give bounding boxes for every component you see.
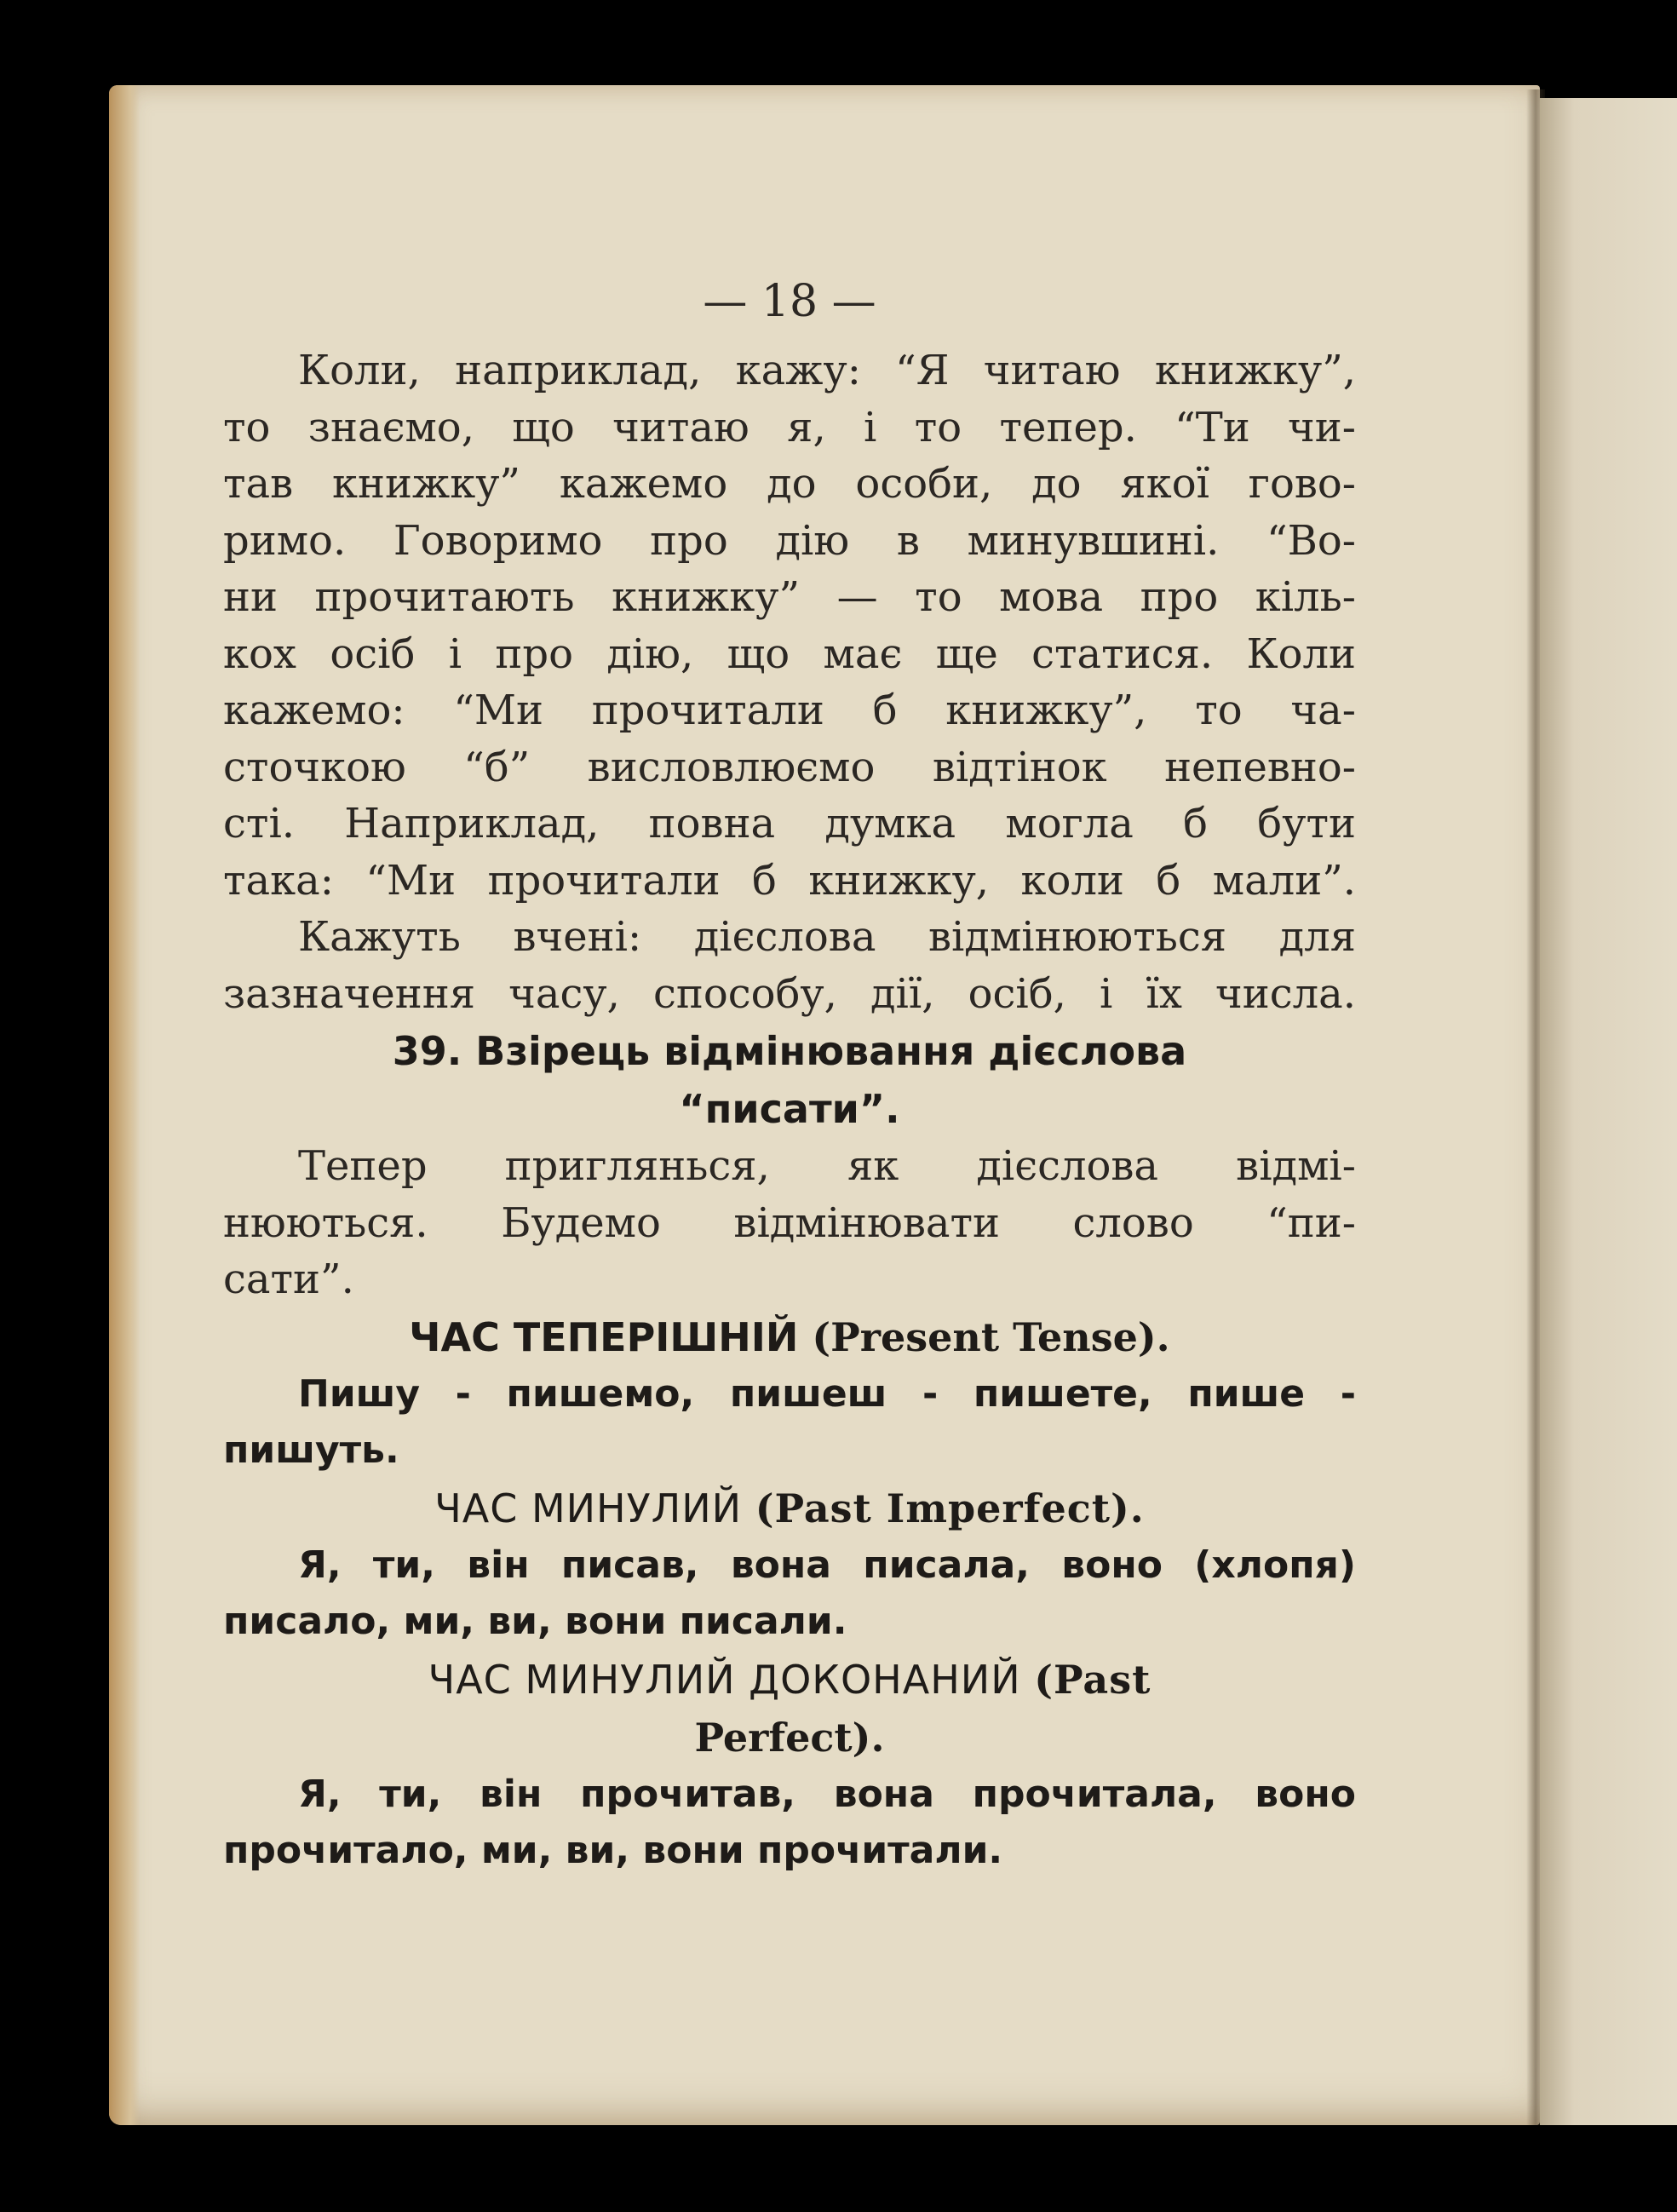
intro-paragraph	[223, 342, 1356, 909]
past-perfect-english-continued: Perfect).	[694, 1714, 885, 1761]
past-perfect-english: (Past	[1034, 1656, 1152, 1703]
past-tense-forms	[223, 1537, 1356, 1651]
text-line: Пишу - пишемо, пишеш - пишете, пише -	[298, 1371, 1356, 1416]
section-title: 39. Взірець відмінювання дієслова	[392, 1028, 1187, 1074]
past-perfect-heading	[223, 1651, 1356, 1709]
text-line: кох осіб і про дію, що має ще статися. Коли	[223, 629, 1356, 678]
present-tense-heading	[223, 1308, 1356, 1366]
text-line: Кажуть вчені: дієслова відмінюються для	[298, 913, 1356, 961]
text-line: пишуть.	[223, 1428, 399, 1472]
text-line: нюються. Будемо відмінювати слово “пи-	[223, 1198, 1356, 1247]
section-title-continued: “писати”.	[679, 1086, 900, 1132]
scholars-paragraph	[223, 909, 1356, 1022]
section-intro-paragraph	[223, 1138, 1356, 1308]
text-line: Я, ти, він писав, вона писала, воно (хлопя)	[298, 1543, 1356, 1587]
present-tense-english: (Present Tense).	[812, 1313, 1170, 1360]
text-line: така: “Ми прочитали б книжку, коли б мали”.	[223, 856, 1356, 905]
page-edge-stain	[109, 85, 140, 2125]
text-line: сати”.	[223, 1255, 354, 1303]
text-line: римо. Говоримо про дію в минувшині. “Во-	[223, 516, 1356, 565]
adjacent-page-edge	[1540, 98, 1677, 2125]
past-perfect-label: ЧАС МИНУЛИЙ ДОКОНАНИЙ	[428, 1656, 1021, 1703]
past-perfect-heading-continued	[223, 1709, 1356, 1767]
present-tense-forms	[223, 1366, 1356, 1479]
text-line: писало, ми, ви, вони писали.	[223, 1600, 847, 1643]
page-text-block	[223, 274, 1356, 1880]
text-line: сті. Наприклад, повна думка могла б бути	[223, 800, 1356, 847]
text-line: ни прочитають книжку” — то мова про кіль-	[223, 573, 1356, 621]
past-tense-english: (Past Imperfect).	[755, 1485, 1145, 1531]
present-tense-label: ЧАС ТЕПЕРІШНІЙ	[409, 1313, 799, 1360]
text-line: прочитало, ми, ви, вони прочитали.	[223, 1829, 1003, 1872]
text-line: сточкою “б” висловлюємо відтінок непевно-	[223, 743, 1356, 791]
text-line: Тепер приглянься, як дієслова відмі-	[298, 1142, 1356, 1190]
past-tense-heading	[223, 1479, 1356, 1537]
text-line: зазначення часу, способу, дії, осіб, і їх числа.	[223, 969, 1356, 1018]
past-tense-label: ЧАС МИНУЛИЙ	[434, 1485, 743, 1531]
text-line: тав книжку” кажемо до особи, до якої гово-	[223, 460, 1356, 508]
text-line: кажемо: “Ми прочитали б книжку”, то ча-	[223, 687, 1356, 734]
past-perfect-forms	[223, 1767, 1356, 1880]
text-line: Я, ти, він прочитав, вона прочитала, воно	[298, 1772, 1356, 1816]
page-number: — 18 —	[703, 276, 876, 327]
text-line: то знаємо, що читаю я, і то тепер. “Ти чи-	[223, 403, 1356, 451]
text-line: Коли, наприклад, кажу: “Я читаю книжку”,	[298, 347, 1356, 394]
